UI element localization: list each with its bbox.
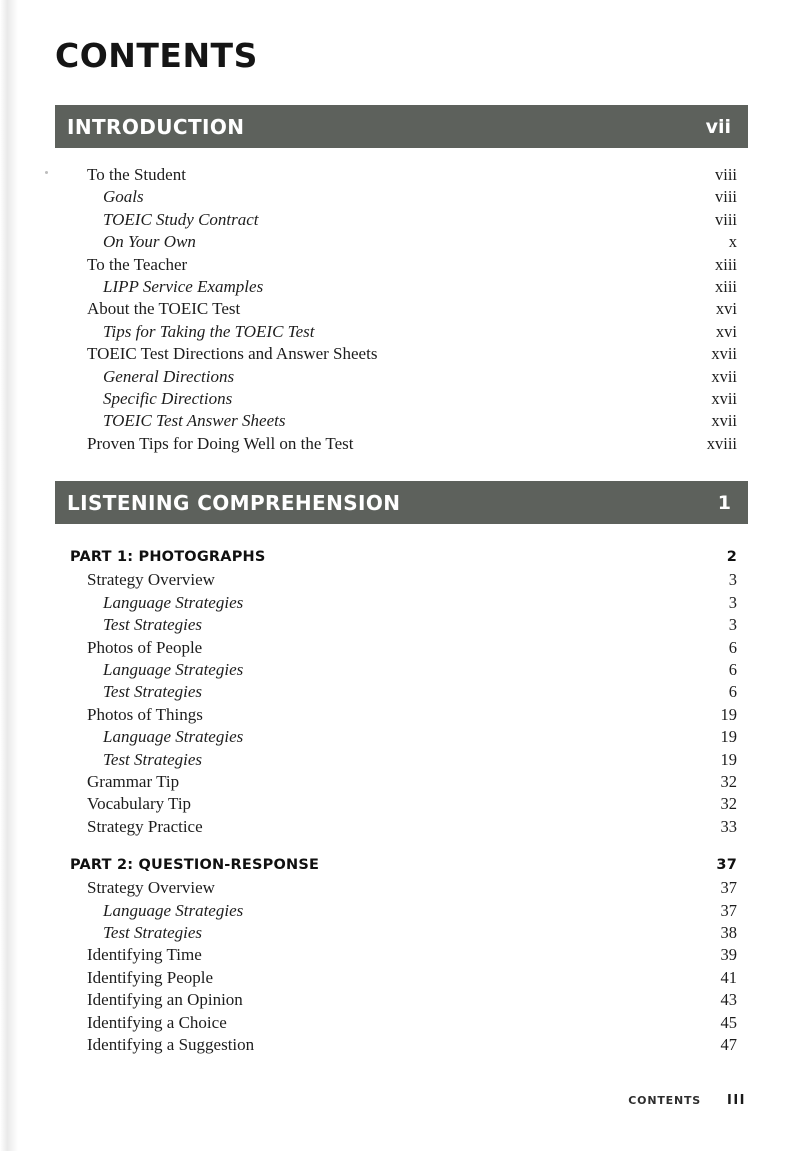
toc-entry-label: Specific Directions [103, 389, 233, 409]
toc-entry-label: Test Strategies [103, 615, 203, 635]
toc-entry-label: Language Strategies [103, 592, 244, 612]
toc-rows [55, 545, 748, 1056]
toc-entry [55, 298, 748, 320]
toc-entry [55, 726, 748, 748]
toc-entry-page-number: 2 [726, 549, 737, 566]
toc-entry-page-number: 19 [720, 727, 737, 747]
toc-entry-page-number: 6 [728, 682, 737, 702]
toc-entry-page-number: 47 [720, 1035, 737, 1054]
toc-entry [55, 637, 748, 659]
toc-entry-label: TOEIC Test Answer Sheets [103, 411, 286, 431]
toc-entry-label: Grammar Tip [87, 771, 180, 791]
toc-entry [55, 433, 748, 455]
toc-entry-label: Test Strategies [103, 682, 203, 702]
toc-entry [55, 410, 748, 432]
toc-entry-label: TOEIC Test Directions and Answer Sheets [87, 344, 378, 364]
toc-rows [55, 164, 748, 455]
toc-entry-page-number: 6 [728, 659, 737, 679]
toc-entry-page-number: 3 [728, 615, 737, 635]
toc-entry-label: Language Strategies [103, 900, 244, 920]
toc-entry [55, 771, 748, 793]
toc-entry-page-number: 41 [720, 967, 737, 987]
toc-entry-page-number: x [728, 232, 737, 252]
toc-entry-page-number: 19 [720, 749, 737, 769]
toc-entry-page-number: viii [714, 165, 737, 184]
toc-entry-label: Strategy Practice [87, 816, 203, 836]
toc-entry [55, 989, 748, 1011]
toc-entry [55, 545, 748, 569]
page-title: CONTENTS [55, 36, 258, 75]
toc-entry-page-number: 33 [720, 816, 737, 836]
section-page-number: vii [705, 115, 731, 138]
toc-entry-page-number: viii [714, 187, 737, 207]
toc-entry [55, 1012, 748, 1034]
toc-entry [55, 186, 748, 208]
toc-entry-page-number: xiii [714, 277, 737, 297]
toc-entry [55, 343, 748, 365]
toc-entry [55, 164, 748, 186]
toc-entry [55, 816, 748, 838]
toc-entry-label: To the Student [87, 165, 186, 184]
toc-entry-label: Goals [103, 187, 144, 207]
toc-entry-page-number: 39 [720, 945, 737, 965]
toc-entry-label: Photos of Things [87, 704, 203, 724]
toc-entry-page-number: 19 [720, 704, 737, 724]
toc-entry-label: LIPP Service Examples [103, 277, 264, 297]
toc-entry-page-number: 45 [720, 1012, 737, 1032]
toc-entry [55, 853, 748, 877]
toc-entry-page-number: xvii [711, 344, 737, 364]
toc-entry-label: To the Teacher [87, 254, 188, 274]
toc-entry-label: Identifying a Suggestion [87, 1035, 255, 1054]
toc-entry-label: Strategy Overview [87, 878, 215, 898]
toc-entry-label: General Directions [103, 366, 235, 386]
toc-entry [55, 967, 748, 989]
toc-entry-label: PART 1: PHOTOGRAPHS [70, 549, 266, 566]
toc-entry-page-number: xvii [711, 366, 737, 386]
toc-entry [55, 388, 748, 410]
toc-entry [55, 366, 748, 388]
toc-section [55, 481, 748, 1056]
toc-entry-label: Test Strategies [103, 922, 203, 942]
toc-entry-label: Identifying an Opinion [87, 990, 243, 1010]
footer-running-head: CONTENTS [628, 1094, 701, 1107]
toc-entry-label: About the TOEIC Test [87, 299, 241, 319]
toc-entry-label: Proven Tips for Doing Well on the Test [87, 433, 354, 453]
toc-entry-label: Language Strategies [103, 659, 244, 679]
toc-entry [55, 681, 748, 703]
toc-entry [55, 231, 748, 253]
toc-entry [55, 749, 748, 771]
toc-entry-label: Identifying a Choice [87, 1012, 227, 1032]
toc-entry-label: Vocabulary Tip [87, 794, 192, 814]
toc-entry-label: Strategy Overview [87, 570, 215, 590]
toc-entry-page-number: 38 [720, 922, 737, 942]
toc-entry [55, 877, 748, 899]
toc-entry-label: Identifying People [87, 967, 214, 987]
toc-entry [55, 1034, 748, 1056]
page-edge-shading [0, 0, 18, 1151]
toc-entry-page-number: viii [714, 209, 737, 229]
toc-entry [55, 659, 748, 681]
toc-entry [55, 321, 748, 343]
toc-entry [55, 592, 748, 614]
scan-speck [45, 171, 48, 174]
toc-entry [55, 900, 748, 922]
page-footer [628, 1093, 746, 1108]
section-heading: LISTENING COMPREHENSION [67, 490, 401, 515]
toc-entry [55, 209, 748, 231]
table-of-contents [55, 105, 748, 1056]
toc-entry-label: Photos of People [87, 637, 203, 657]
toc-entry-page-number: 37 [720, 900, 737, 920]
toc-entry [55, 793, 748, 815]
toc-entry [55, 704, 748, 726]
toc-entry-page-number: xviii [706, 433, 737, 453]
page-content [55, 0, 748, 1056]
toc-entry-label: Test Strategies [103, 749, 203, 769]
toc-entry-page-number: 37 [720, 878, 737, 898]
toc-entry-label: On Your Own [103, 232, 196, 252]
toc-entry-page-number: xvii [711, 389, 737, 409]
toc-entry [55, 276, 748, 298]
toc-section [55, 105, 748, 455]
toc-entry-page-number: xvi [715, 321, 737, 341]
section-page-number: 1 [717, 491, 731, 514]
toc-entry [55, 254, 748, 276]
toc-entry-page-number: 3 [728, 592, 737, 612]
toc-entry-page-number: 3 [728, 570, 737, 590]
section-banner [55, 105, 748, 148]
toc-entry-page-number: xvii [711, 411, 737, 431]
toc-entry-label: Tips for Taking the TOEIC Test [103, 321, 315, 341]
toc-entry-page-number: 6 [728, 637, 737, 657]
toc-entry [55, 944, 748, 966]
toc-entry-page-number: 37 [716, 857, 737, 874]
toc-entry-page-number: 32 [720, 794, 737, 814]
toc-entry [55, 614, 748, 636]
toc-entry-page-number: xvi [715, 299, 737, 319]
toc-entry [55, 569, 748, 591]
toc-entry-label: Identifying Time [87, 945, 202, 965]
footer-page-number: III [726, 1093, 746, 1108]
toc-entry-page-number: 32 [720, 771, 737, 791]
toc-entry-label: PART 2: QUESTION-RESPONSE [70, 857, 320, 874]
toc-entry-page-number: 43 [720, 990, 737, 1010]
section-banner [55, 481, 748, 524]
section-heading: INTRODUCTION [67, 114, 245, 139]
toc-entry-label: TOEIC Study Contract [103, 209, 259, 229]
toc-entry [55, 922, 748, 944]
toc-entry-label: Language Strategies [103, 727, 244, 747]
toc-entry-page-number: xiii [714, 254, 737, 274]
